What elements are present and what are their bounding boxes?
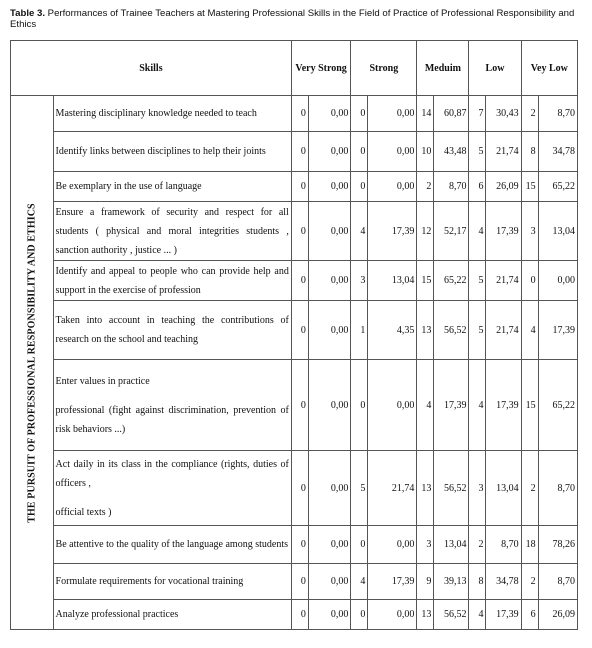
count-cell: 2 <box>417 172 434 202</box>
skill-text: Be exemplary in the use of language <box>55 181 202 192</box>
count-cell: 0 <box>351 526 368 564</box>
count-cell: 0 <box>291 564 308 600</box>
count-cell: 0 <box>291 261 308 301</box>
count-cell: 3 <box>351 261 368 301</box>
percent-cell: 13,04 <box>368 261 417 301</box>
count-cell: 0 <box>291 132 308 172</box>
caption-text: Performances of Trainee Teachers at Mastering Professional Skills in the Field of Practice of Professional Responsibility and Ethics <box>10 8 575 30</box>
percent-cell: 0,00 <box>368 360 417 451</box>
count-cell: 3 <box>521 202 538 261</box>
count-cell: 2 <box>469 526 486 564</box>
skill-cell <box>53 564 291 600</box>
count-cell: 14 <box>417 96 434 132</box>
count-cell: 0 <box>291 172 308 202</box>
percent-cell: 21,74 <box>486 261 521 301</box>
count-cell: 0 <box>291 301 308 360</box>
percent-cell: 0,00 <box>308 451 351 526</box>
percent-cell: 17,39 <box>486 360 521 451</box>
skill-text: Analyze professional practices <box>55 609 179 620</box>
caption-label: Table 3. <box>10 8 46 19</box>
percent-cell: 0,00 <box>368 526 417 564</box>
skill-text: Mastering disciplinary knowledge needed to teach <box>55 108 257 119</box>
table-row <box>11 132 578 172</box>
percent-cell: 8,70 <box>486 526 521 564</box>
count-cell: 0 <box>351 132 368 172</box>
count-cell: 0 <box>351 96 368 132</box>
count-cell: 4 <box>521 301 538 360</box>
percent-cell: 56,52 <box>434 600 469 630</box>
table-row <box>11 301 578 360</box>
table-body <box>11 96 578 630</box>
skill-cell <box>53 132 291 172</box>
percent-cell: 13,04 <box>434 526 469 564</box>
percent-cell: 0,00 <box>368 600 417 630</box>
count-cell: 0 <box>291 360 308 451</box>
count-cell: 18 <box>521 526 538 564</box>
percent-cell: 0,00 <box>308 360 351 451</box>
percent-cell: 65,22 <box>538 360 577 451</box>
skill-text: professional (fight against discrimination, prevention of risk behaviors ...) <box>55 404 289 435</box>
count-cell: 13 <box>417 451 434 526</box>
count-cell: 0 <box>291 96 308 132</box>
skill-cell <box>53 96 291 132</box>
skill-text: Taken into account in teaching the contributions of research on the school and teaching <box>55 315 289 345</box>
skill-cell <box>53 202 291 261</box>
count-cell: 9 <box>417 564 434 600</box>
percent-cell: 17,39 <box>368 564 417 600</box>
count-cell: 5 <box>469 301 486 360</box>
percent-cell: 8,70 <box>434 172 469 202</box>
table-row <box>11 564 578 600</box>
count-cell: 15 <box>521 360 538 451</box>
skill-cell <box>53 301 291 360</box>
count-cell: 10 <box>417 132 434 172</box>
percent-cell: 78,26 <box>538 526 577 564</box>
skill-cell <box>53 172 291 202</box>
percent-cell: 60,87 <box>434 96 469 132</box>
count-cell: 0 <box>521 261 538 301</box>
percent-cell: 0,00 <box>368 96 417 132</box>
header-very-strong: Very Strong <box>291 41 351 96</box>
skill-cell <box>53 261 291 301</box>
percent-cell: 17,39 <box>368 202 417 261</box>
skill-text: Identify and appeal to people who can provide help and support in the exercise of profession <box>55 265 289 296</box>
percent-cell: 0,00 <box>308 172 351 202</box>
table-row <box>11 202 578 261</box>
category-cell <box>11 96 54 630</box>
table-row <box>11 360 578 451</box>
percent-cell: 65,22 <box>434 261 469 301</box>
percent-cell: 17,39 <box>538 301 577 360</box>
percent-cell: 21,74 <box>368 451 417 526</box>
count-cell: 8 <box>521 132 538 172</box>
count-cell: 0 <box>351 600 368 630</box>
percent-cell: 0,00 <box>308 600 351 630</box>
count-cell: 5 <box>469 132 486 172</box>
percent-cell: 8,70 <box>538 564 577 600</box>
percent-cell: 0,00 <box>308 261 351 301</box>
count-cell: 0 <box>351 360 368 451</box>
table-row <box>11 172 578 202</box>
count-cell: 4 <box>351 202 368 261</box>
count-cell: 2 <box>521 564 538 600</box>
header-row <box>11 41 578 96</box>
category-label: THE PURSUIT OF PROFESSIONAL RESPONSIBILITY AND ETHICS <box>26 202 38 523</box>
header-very-low: Vey Low <box>521 41 577 96</box>
count-cell: 15 <box>417 261 434 301</box>
count-cell: 5 <box>351 451 368 526</box>
table-caption <box>10 8 580 30</box>
count-cell: 3 <box>417 526 434 564</box>
skill-text: official texts ) <box>55 506 112 518</box>
percent-cell: 56,52 <box>434 451 469 526</box>
skill-text: Be attentive to the quality of the language among students <box>55 539 288 550</box>
count-cell: 0 <box>291 600 308 630</box>
table-row <box>11 96 578 132</box>
percent-cell: 39,13 <box>434 564 469 600</box>
percent-cell: 21,74 <box>486 132 521 172</box>
skill-cell <box>53 526 291 564</box>
skill-text: Formulate requirements for vocational training <box>55 576 244 587</box>
table-row <box>11 600 578 630</box>
header-skills: Skills <box>11 41 292 96</box>
count-cell: 5 <box>469 261 486 301</box>
percent-cell: 13,04 <box>486 451 521 526</box>
skill-cell <box>53 600 291 630</box>
percent-cell: 43,48 <box>434 132 469 172</box>
count-cell: 0 <box>351 172 368 202</box>
performance-table <box>10 40 578 630</box>
count-cell: 8 <box>469 564 486 600</box>
table-row <box>11 526 578 564</box>
percent-cell: 0,00 <box>308 132 351 172</box>
skill-text: Enter values in practice <box>55 375 150 387</box>
percent-cell: 17,39 <box>486 600 521 630</box>
percent-cell: 0,00 <box>308 301 351 360</box>
count-cell: 1 <box>351 301 368 360</box>
header-strong: Strong <box>351 41 417 96</box>
count-cell: 13 <box>417 600 434 630</box>
percent-cell: 30,43 <box>486 96 521 132</box>
percent-cell: 8,70 <box>538 96 577 132</box>
percent-cell: 56,52 <box>434 301 469 360</box>
table-row <box>11 451 578 526</box>
count-cell: 4 <box>351 564 368 600</box>
count-cell: 15 <box>521 172 538 202</box>
percent-cell: 21,74 <box>486 301 521 360</box>
table-row <box>11 261 578 301</box>
skill-text: Ensure a framework of security and respect for all students ( physical and moral integrities students , sanction authority , justice ... ) <box>55 206 289 256</box>
count-cell: 0 <box>291 202 308 261</box>
count-cell: 13 <box>417 301 434 360</box>
skill-text: Act daily in its class in the compliance (rights, duties of officers , <box>55 458 289 489</box>
skill-cell <box>53 451 291 526</box>
percent-cell: 26,09 <box>486 172 521 202</box>
count-cell: 7 <box>469 96 486 132</box>
count-cell: 4 <box>469 202 486 261</box>
percent-cell: 65,22 <box>538 172 577 202</box>
count-cell: 4 <box>469 600 486 630</box>
percent-cell: 0,00 <box>308 564 351 600</box>
count-cell: 0 <box>291 451 308 526</box>
count-cell: 6 <box>521 600 538 630</box>
percent-cell: 13,04 <box>538 202 577 261</box>
skill-cell <box>53 360 291 451</box>
percent-cell: 0,00 <box>538 261 577 301</box>
percent-cell: 4,35 <box>368 301 417 360</box>
count-cell: 6 <box>469 172 486 202</box>
percent-cell: 8,70 <box>538 451 577 526</box>
count-cell: 0 <box>291 526 308 564</box>
percent-cell: 0,00 <box>368 132 417 172</box>
count-cell: 4 <box>417 360 434 451</box>
count-cell: 12 <box>417 202 434 261</box>
percent-cell: 26,09 <box>538 600 577 630</box>
percent-cell: 34,78 <box>486 564 521 600</box>
skill-text: Identify links between disciplines to help their joints <box>55 146 266 157</box>
header-low: Low <box>469 41 521 96</box>
percent-cell: 52,17 <box>434 202 469 261</box>
percent-cell: 0,00 <box>368 172 417 202</box>
percent-cell: 0,00 <box>308 96 351 132</box>
percent-cell: 17,39 <box>486 202 521 261</box>
count-cell: 2 <box>521 451 538 526</box>
header-medium: Meduim <box>417 41 469 96</box>
count-cell: 3 <box>469 451 486 526</box>
percent-cell: 34,78 <box>538 132 577 172</box>
percent-cell: 0,00 <box>308 202 351 261</box>
percent-cell: 0,00 <box>308 526 351 564</box>
count-cell: 4 <box>469 360 486 451</box>
count-cell: 2 <box>521 96 538 132</box>
percent-cell: 17,39 <box>434 360 469 451</box>
